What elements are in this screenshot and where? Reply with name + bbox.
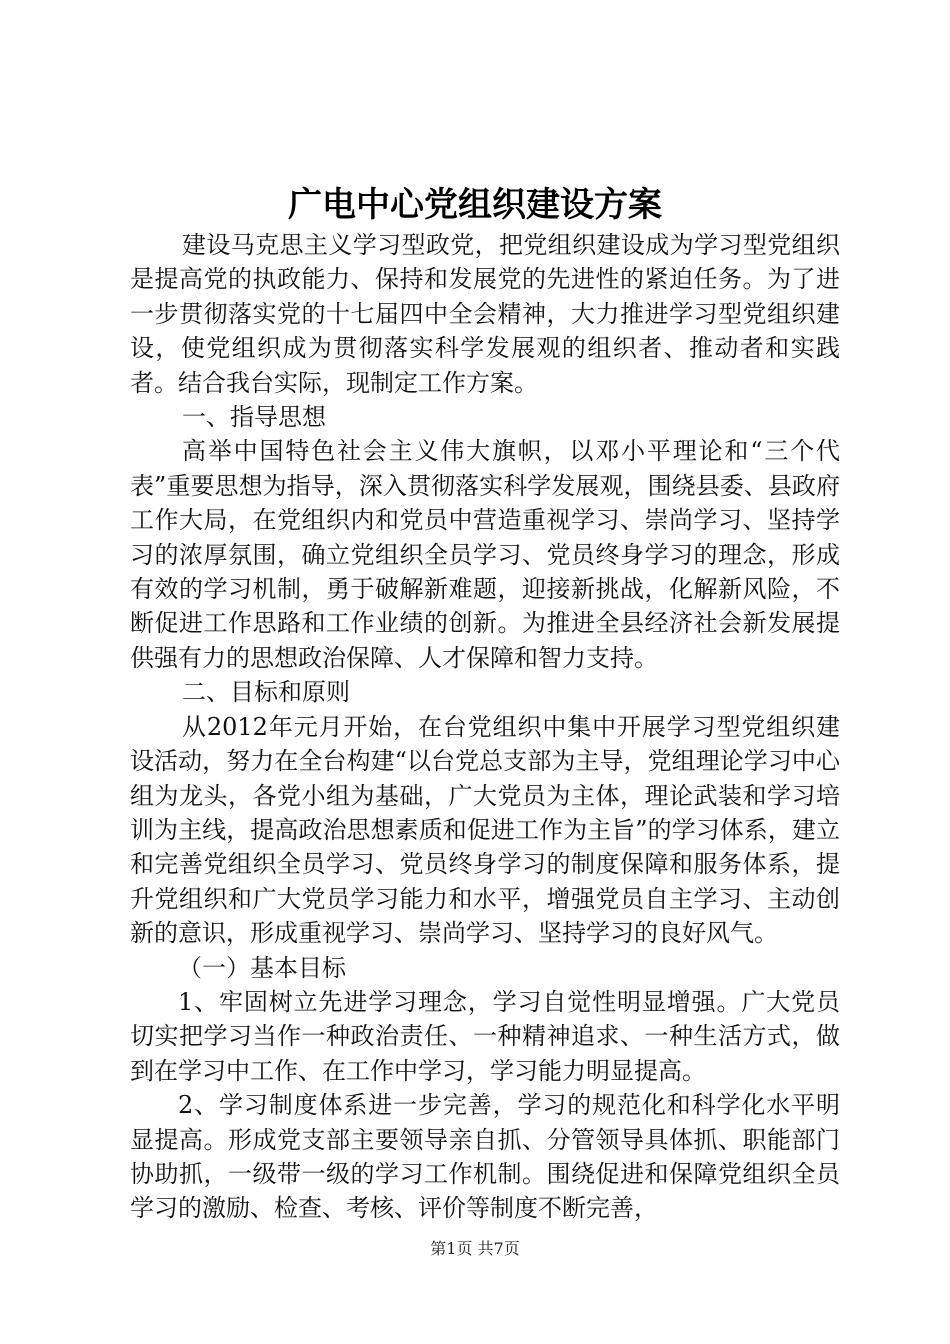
document-body xyxy=(130,228,840,1226)
paragraph-goals-principles: 从2012年元月开始，在台党组织中集中开展学习型党组织建设活动，努力在全台构建“以台党总支部为主导，党组理论学习中心组为龙头，各党小组为基础，广大党员为主体，理论武装和学习培训为主线，提高政治思想素质和促进工作为主旨”的学习体系，建立和完善党组织全员学习、党员终身学习的制度保障和服务体系，提升党组织和广大党员学习能力和水平，增强党员自主学习、主动创新的意识，形成重视学习、崇尚学习、坚持学习的良好风气。 xyxy=(130,712,840,948)
paragraph-goal-2: 2、学习制度体系进一步完善，学习的规范化和科学化水平明显提高。形成党支部主要领导亲自抓、分管领导具体抓、职能部门协助抓，一级带一级的学习工作机制。围绕促进和保障党组织全员学习的激励、检查、考核、评价等制度不断完善， xyxy=(130,1091,840,1223)
paragraph-guiding-ideology: 高举中国特色社会主义伟大旗帜，以邓小平理论和“三个代表”重要思想为指导，深入贯彻落实科学发展观，围绕县委、县政府工作大局，在党组织内和党员中营造重视学习、崇尚学习、坚持学习的浓厚氛围，确立党组织全员学习、党员终身学习的理念，形成有效的学习机制，勇于破解新难题，迎接新挑战，化解新风险，不断促进工作思路和工作业绩的创新。为推进全县经济社会新发展提供强有力的思想政治保障、人才保障和智力支持。 xyxy=(130,437,840,672)
paragraph-intro: 建设马克思主义学习型政党，把党组织建设成为学习型党组织是提高党的执政能力、保持和发展党的先进性的紧迫任务。为了进一步贯彻落实党的十七届四中全会精神，大力推进学习型党组织建设，使党组织成为贯彻落实科学发展观的组织者、推动者和实践者。结合我台实际，现制定工作方案。 xyxy=(130,231,840,397)
heading-guiding-ideology: 一、指导思想 xyxy=(182,403,326,432)
document-title: 广电中心党组织建设方案 xyxy=(288,185,662,225)
page-footer: 第1页 共7页 xyxy=(430,1239,520,1258)
heading-goals-principles: 二、目标和原则 xyxy=(182,678,350,707)
paragraph-goal-1: 1、牢固树立先进学习理念，学习自觉性明显增强。广大党员切实把学习当作一种政治责任、一种精神追求、一种生活方式，做到在学习中工作、在工作中学习，学习能力明显提高。 xyxy=(130,987,840,1085)
heading-basic-goals: （一）基本目标 xyxy=(178,953,346,982)
